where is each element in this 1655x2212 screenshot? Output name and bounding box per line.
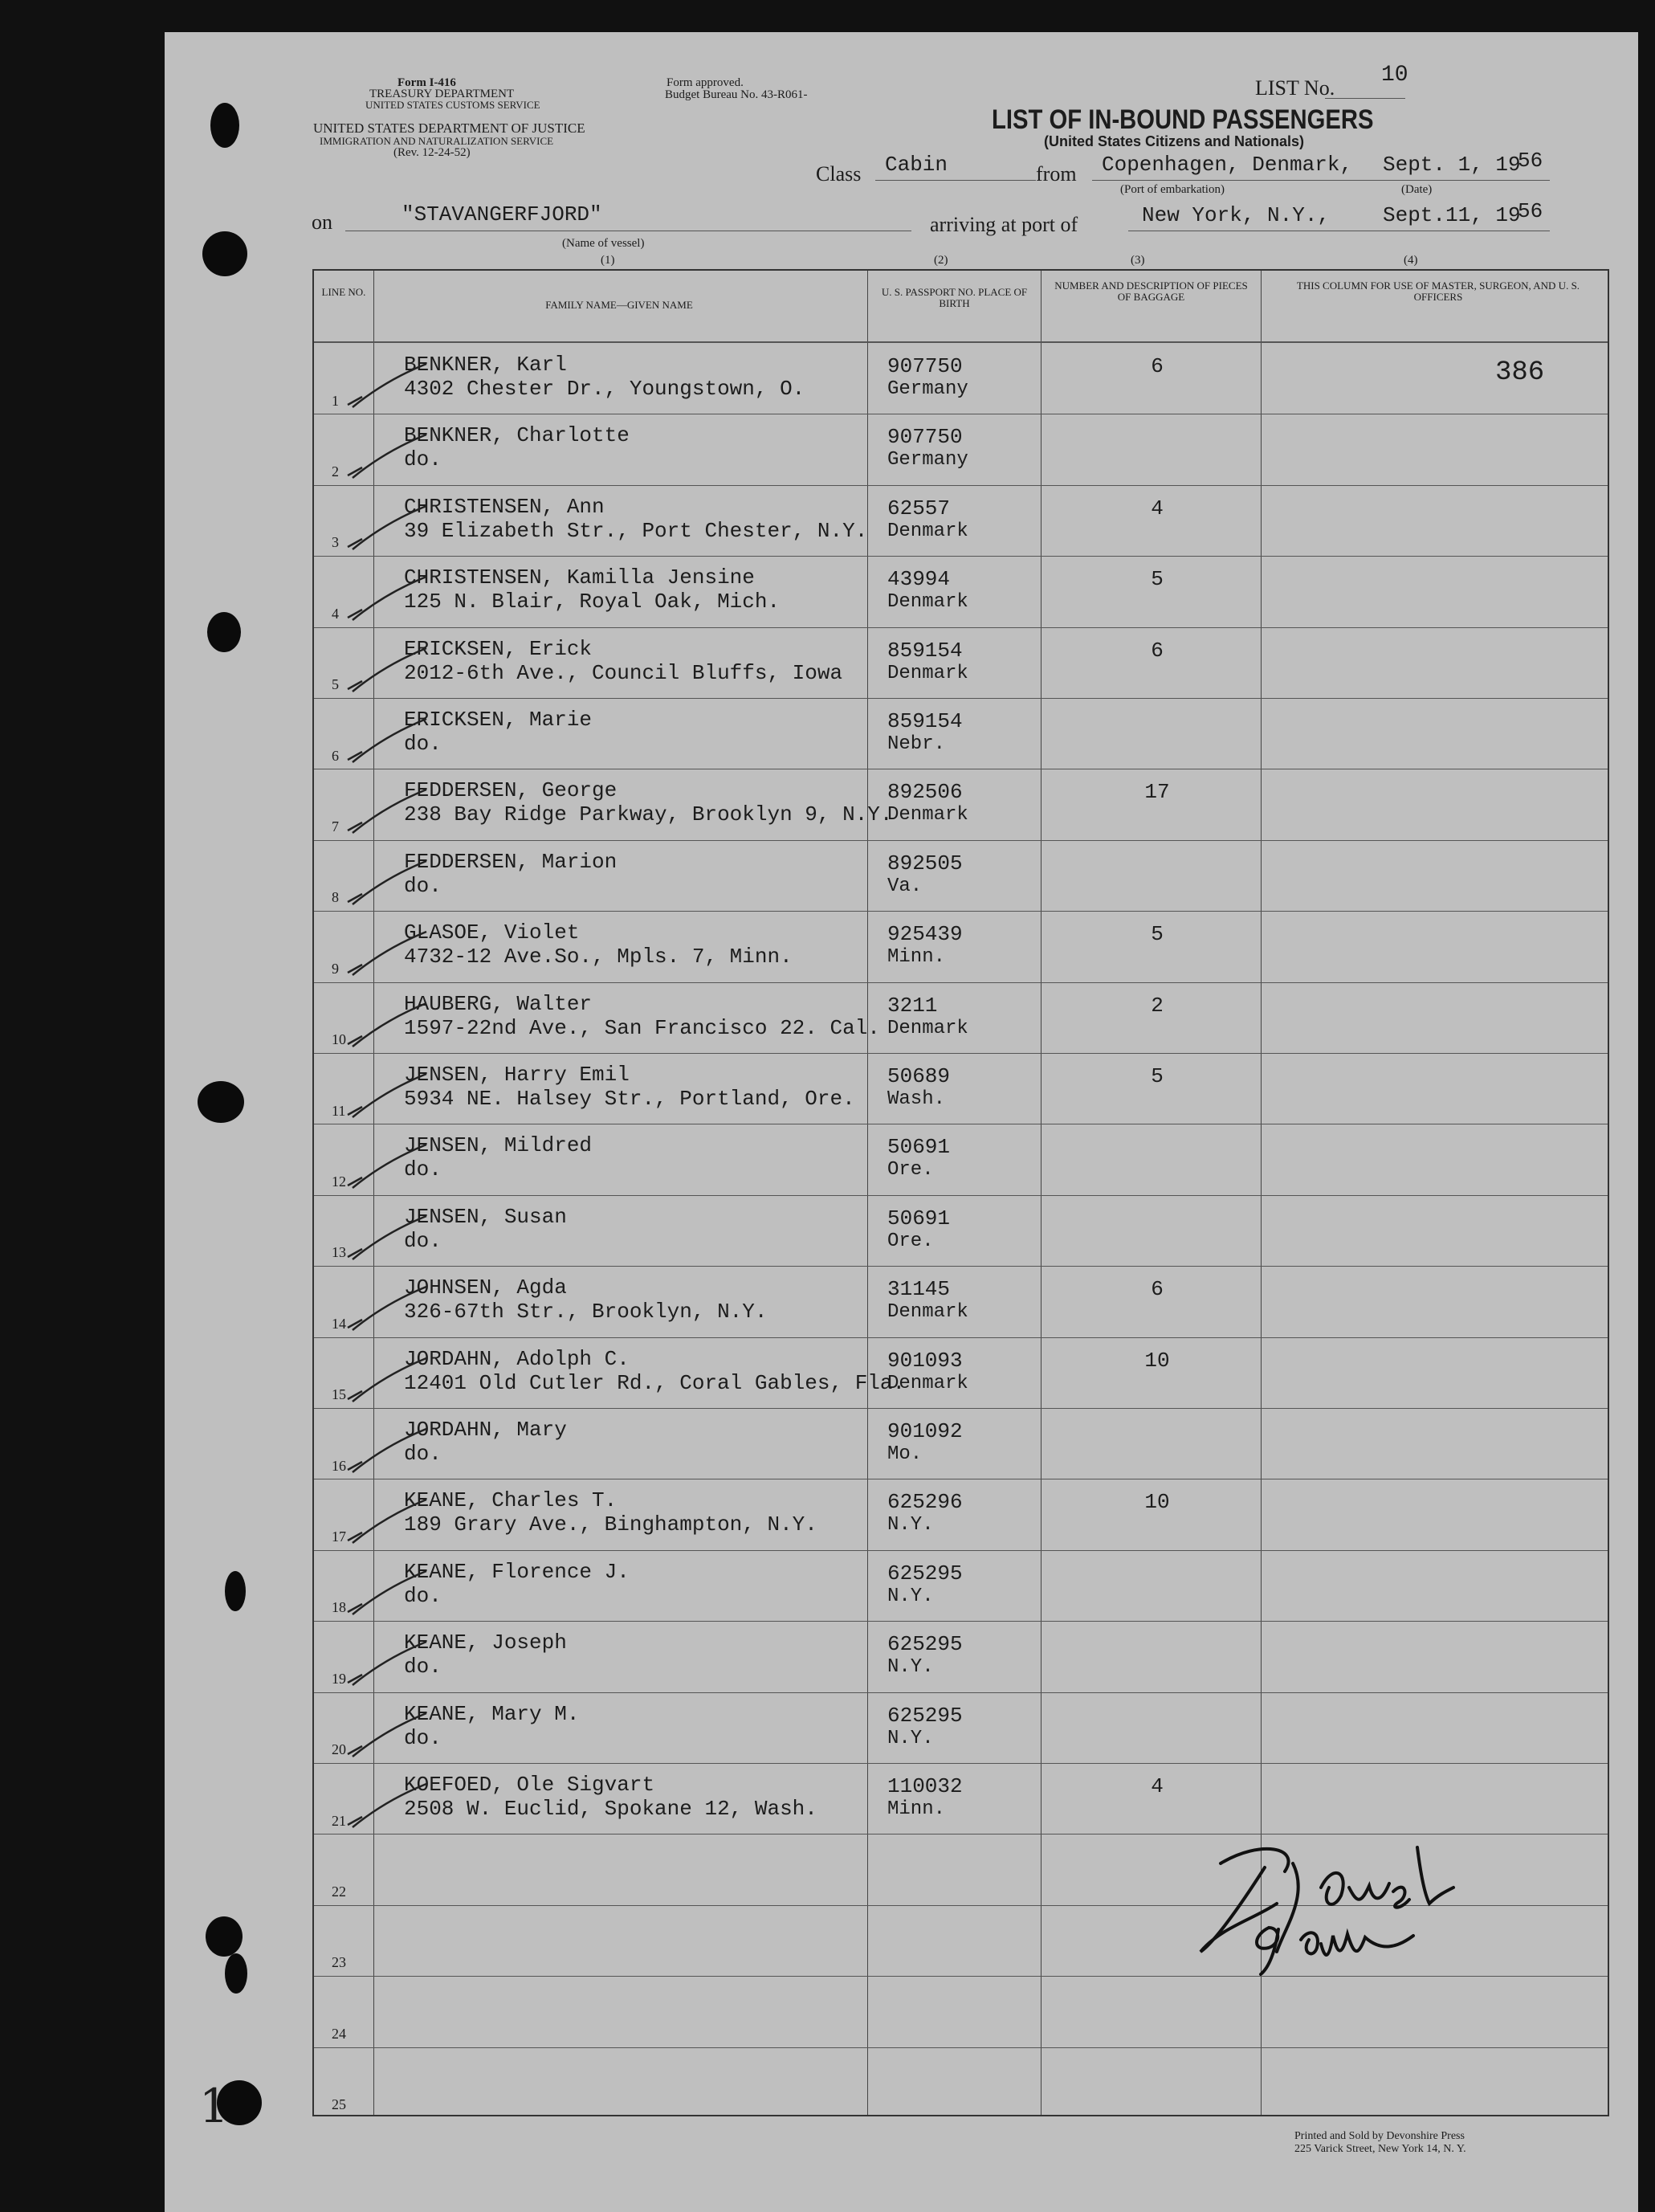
table-row (314, 485, 1608, 557)
passenger-name: FEDDERSEN, George (404, 778, 618, 803)
table-row (314, 1976, 1608, 2047)
line-number: 21 (332, 1812, 346, 1829)
passport-number: 892506 (887, 780, 963, 805)
passenger-address: 189 Grary Ave., Binghampton, N.Y. (404, 1512, 817, 1537)
check-mark-icon (346, 361, 434, 409)
check-mark-icon (346, 928, 434, 977)
passenger-address: do. (404, 1655, 442, 1679)
baggage-count: 6 (1151, 638, 1164, 663)
margin-mark: 1 (199, 2079, 229, 2133)
line-number: 22 (332, 1883, 346, 1900)
passenger-address: 1597-22nd Ave., San Francisco 22. Cal. (404, 1015, 880, 1040)
passenger-address: do. (404, 1725, 442, 1750)
place-of-birth: Minn. (887, 946, 946, 969)
place-of-birth: Va. (887, 875, 923, 897)
baggage-count: 10 (1144, 1490, 1170, 1515)
line-number: 14 (332, 1315, 346, 1332)
check-mark-icon (346, 786, 434, 835)
arrive-port: New York, N.Y., (1142, 203, 1331, 227)
row-divider (314, 1763, 1608, 1764)
arrive-year: 56 (1518, 199, 1543, 223)
passenger-address: 326-67th Str., Brooklyn, N.Y. (404, 1300, 768, 1324)
passenger-address: 4302 Chester Dr., Youngstown, O. (404, 377, 805, 401)
baggage-count: 17 (1144, 780, 1170, 805)
from-label: from (1036, 162, 1077, 186)
passenger-name: ERICKSEN, Erick (404, 636, 593, 661)
passport-number: 925439 (887, 922, 963, 947)
baggage-count: 5 (1151, 1064, 1164, 1088)
place-of-birth: Germany (887, 449, 968, 471)
line-number: 24 (332, 2025, 346, 2042)
class-underline (875, 180, 1036, 181)
row-divider (314, 840, 1608, 841)
row-divider (314, 627, 1608, 628)
line-number: 12 (332, 1173, 346, 1190)
check-mark-icon (346, 1071, 434, 1119)
printer-line-1: Printed and Sold by Devonshire Press (1294, 2130, 1465, 2142)
row-divider (314, 1337, 1608, 1338)
table-row (314, 1550, 1608, 1622)
baggage-count: 6 (1151, 1277, 1164, 1302)
punch-hole (225, 1953, 247, 1994)
class-label: Class (816, 162, 862, 186)
place-of-birth: Denmark (887, 662, 968, 684)
col-header-name: FAMILY NAME—GIVEN NAME (545, 299, 693, 311)
col-num-2: (2) (934, 254, 948, 267)
line-number: 18 (332, 1599, 346, 1616)
punch-hole (202, 231, 247, 276)
passenger-address: 2508 W. Euclid, Spokane 12, Wash. (404, 1797, 817, 1821)
passenger-name: KEANE, Mary M. (404, 1701, 580, 1726)
passenger-name: CHRISTENSEN, Ann (404, 494, 605, 519)
table-row (314, 1763, 1608, 1834)
line-number: 1 (332, 392, 339, 409)
line-number: 16 (332, 1457, 346, 1474)
list-no-underline (1325, 98, 1405, 99)
from-date: Sept. 1, 19 (1383, 153, 1521, 177)
table-row (314, 1266, 1608, 1337)
passenger-name: JOHNSEN, Agda (404, 1275, 567, 1300)
place-of-birth: N.Y. (887, 1514, 934, 1537)
passport-number: 43994 (887, 567, 951, 592)
col-num-3: (3) (1131, 254, 1145, 267)
passport-number: 31145 (887, 1277, 951, 1302)
form-subtitle: (United States Citizens and Nationals) (1044, 133, 1305, 149)
passport-number: 62557 (887, 496, 951, 520)
table-row (314, 1195, 1608, 1267)
passenger-address: do. (404, 1157, 442, 1182)
passport-number: 859154 (887, 709, 963, 733)
line-number: 9 (332, 960, 339, 977)
class-value: Cabin (885, 153, 948, 177)
table-row (314, 1124, 1608, 1195)
form-approved: Form approved. (666, 76, 744, 89)
passenger-address: 238 Bay Ridge Parkway, Brooklyn 9, N.Y. (404, 802, 893, 827)
punch-hole (210, 103, 239, 148)
on-label: on (312, 210, 332, 234)
baggage-count: 10 (1144, 1348, 1170, 1373)
passport-number: 50691 (887, 1206, 951, 1230)
punch-hole (225, 1571, 246, 1611)
line-number: 6 (332, 747, 339, 764)
punch-hole (206, 1916, 243, 1957)
place-of-birth: Germany (887, 378, 968, 400)
passport-number: 110032 (887, 1774, 963, 1798)
form-number: Form I-416 (397, 76, 456, 89)
passenger-address: 125 N. Blair, Royal Oak, Mich. (404, 590, 781, 614)
baggage-count: 4 (1151, 496, 1164, 520)
from-underline (1092, 180, 1550, 181)
from-year: 56 (1518, 149, 1543, 173)
justice-dept: UNITED STATES DEPARTMENT OF JUSTICE (313, 120, 585, 136)
line-number: 5 (332, 676, 339, 693)
place-of-birth: Denmark (887, 1301, 968, 1324)
check-mark-icon (346, 716, 434, 764)
line-number: 11 (332, 1102, 346, 1119)
passport-number: 50689 (887, 1064, 951, 1088)
list-no-value: 10 (1381, 63, 1408, 88)
port-embarkation-caption: (Port of embarkation) (1120, 183, 1225, 196)
table-row (314, 556, 1608, 627)
passenger-address: do. (404, 1442, 442, 1466)
table-row (314, 1408, 1608, 1479)
col-header-passport: U. S. PASSPORT NO. PLACE OF BIRTH (881, 286, 1028, 309)
col-header-officers: THIS COLUMN FOR USE OF MASTER, SURGEON, AND U. S. OFFICERS (1296, 280, 1580, 303)
place-of-birth: Denmark (887, 1372, 968, 1394)
place-of-birth: N.Y. (887, 1585, 934, 1607)
table-row (314, 1337, 1608, 1409)
official-count: 386 (1495, 357, 1545, 388)
passport-number: 625295 (887, 1561, 963, 1586)
row-divider (314, 982, 1608, 983)
row-divider (314, 556, 1608, 557)
check-mark-icon (346, 1496, 434, 1545)
table-row (314, 627, 1608, 699)
passenger-name: ERICKSEN, Marie (404, 708, 593, 732)
passenger-name: JENSEN, Susan (404, 1204, 567, 1229)
passport-number: 907750 (887, 354, 963, 378)
check-mark-icon (346, 431, 434, 480)
place-of-birth: Ore. (887, 1230, 934, 1252)
passenger-address: do. (404, 447, 442, 472)
check-mark-icon (346, 1710, 434, 1758)
check-mark-icon (346, 1000, 434, 1048)
col-num-1: (1) (601, 254, 615, 267)
printer-line-2: 225 Varick Street, New York 14, N. Y. (1294, 2143, 1466, 2155)
line-number: 10 (332, 1031, 346, 1048)
row-divider (314, 485, 1608, 486)
line-number: 19 (332, 1670, 346, 1687)
baggage-count: 4 (1151, 1774, 1164, 1798)
line-number: 3 (332, 534, 339, 551)
passenger-name: KEANE, Joseph (404, 1630, 567, 1655)
passport-number: 50691 (887, 1135, 951, 1160)
col-header-baggage: NUMBER AND DESCRIPTION OF PIECES OF BAGGAGE (1054, 280, 1248, 303)
line-number: 20 (332, 1741, 346, 1758)
place-of-birth: Denmark (887, 804, 968, 826)
check-mark-icon (346, 1213, 434, 1261)
place-of-birth: N.Y. (887, 1727, 934, 1749)
passenger-address: 5934 NE. Halsey Str., Portland, Ore. (404, 1087, 855, 1111)
revision: (Rev. 12-24-52) (393, 146, 471, 159)
place-of-birth: Wash. (887, 1088, 946, 1110)
place-of-birth: Ore. (887, 1159, 934, 1182)
line-number: 23 (332, 1954, 346, 1971)
check-mark-icon (346, 1426, 434, 1474)
ins-service: IMMIGRATION AND NATURALIZATION SERVICE (320, 135, 554, 147)
passenger-name: CHRISTENSEN, Kamilla Jensine (404, 565, 755, 590)
line-number: 2 (332, 463, 339, 480)
punch-hole (198, 1081, 244, 1123)
row-divider (314, 698, 1608, 699)
place-of-birth: Denmark (887, 591, 968, 614)
line-number: 8 (332, 889, 339, 906)
row-divider (314, 1053, 1608, 1054)
check-mark-icon (346, 573, 434, 622)
baggage-count: 2 (1151, 993, 1164, 1018)
passenger-name: HAUBERG, Walter (404, 991, 593, 1016)
row-divider (314, 1266, 1608, 1267)
check-mark-icon (346, 1639, 434, 1687)
baggage-count: 5 (1151, 567, 1164, 592)
passenger-name: KEANE, Charles T. (404, 1488, 618, 1513)
passenger-name: JENSEN, Harry Emil (404, 1063, 630, 1087)
passenger-address: 2012-6th Ave., Council Bluffs, Iowa (404, 660, 843, 685)
passport-number: 907750 (887, 425, 963, 450)
place-of-birth: Denmark (887, 520, 968, 542)
passenger-name: JENSEN, Mildred (404, 1133, 593, 1158)
table-row (314, 2047, 1608, 2119)
passenger-address: 4732-12 Ave.So., Mpls. 7, Minn. (404, 945, 793, 969)
check-mark-icon (346, 1568, 434, 1616)
row-divider (314, 1621, 1608, 1622)
passport-number: 859154 (887, 638, 963, 663)
row-divider (314, 1976, 1608, 1977)
row-divider (314, 1195, 1608, 1196)
passenger-name: JORDAHN, Mary (404, 1418, 567, 1442)
line-number: 13 (332, 1244, 346, 1261)
place-of-birth: Denmark (887, 1017, 968, 1039)
passenger-name: JORDAHN, Adolph C. (404, 1346, 630, 1371)
passenger-address: do. (404, 1583, 442, 1608)
check-mark-icon (346, 1355, 434, 1403)
table-row (314, 414, 1608, 485)
passenger-address: do. (404, 1228, 442, 1253)
line-number: 7 (332, 818, 339, 835)
row-divider (314, 1692, 1608, 1693)
table-row (314, 1053, 1608, 1124)
line-number: 25 (332, 2096, 346, 2113)
check-mark-icon (346, 503, 434, 551)
passport-number: 901092 (887, 1419, 963, 1443)
form-title: LIST OF IN-BOUND PASSENGERS (992, 104, 1374, 135)
table-row (314, 343, 1608, 414)
arriving-label: arriving at port of (930, 213, 1078, 236)
row-divider (314, 911, 1608, 912)
check-mark-icon (346, 858, 434, 906)
passport-number: 625295 (887, 1632, 963, 1657)
check-mark-icon (346, 1141, 434, 1190)
passport-number: 625295 (887, 1703, 963, 1728)
passenger-name: GLASOE, Violet (404, 920, 580, 945)
col-header-line: LINE NO. (321, 286, 366, 298)
row-divider (314, 1550, 1608, 1551)
table-row (314, 911, 1608, 982)
budget-bureau: Budget Bureau No. 43-R061- (665, 88, 808, 101)
passenger-address: do. (404, 873, 442, 898)
col-num-4: (4) (1404, 254, 1418, 267)
place-of-birth: Mo. (887, 1443, 923, 1465)
passenger-address: 12401 Old Cutler Rd., Coral Gables, Fla. (404, 1370, 906, 1395)
table-row (314, 1692, 1608, 1764)
official-signature (1188, 1831, 1478, 1976)
table-row (314, 982, 1608, 1054)
table-row (314, 1479, 1608, 1550)
treasury-dept: TREASURY DEPARTMENT (369, 88, 515, 100)
from-port: Copenhagen, Denmark, (1102, 153, 1353, 177)
baggage-count: 5 (1151, 922, 1164, 947)
passenger-name: KEANE, Florence J. (404, 1559, 630, 1584)
check-mark-icon (346, 1284, 434, 1332)
vessel-caption: (Name of vessel) (562, 237, 645, 250)
passport-number: 892505 (887, 851, 963, 875)
punch-hole (207, 612, 241, 652)
table-row (314, 698, 1608, 769)
place-of-birth: Nebr. (887, 733, 946, 755)
check-mark-icon (346, 1781, 434, 1829)
place-of-birth: N.Y. (887, 1656, 934, 1679)
line-number: 4 (332, 605, 339, 622)
line-number: 17 (332, 1528, 346, 1545)
line-number: 15 (332, 1386, 346, 1403)
passenger-name: BENKNER, Charlotte (404, 423, 630, 448)
passport-number: 625296 (887, 1490, 963, 1515)
passenger-address: 39 Elizabeth Str., Port Chester, N.Y. (404, 518, 868, 543)
check-mark-icon (346, 645, 434, 693)
passenger-name: FEDDERSEN, Marion (404, 849, 618, 874)
customs-service: UNITED STATES CUSTOMS SERVICE (365, 99, 540, 111)
table-row (314, 840, 1608, 912)
list-no-label: LIST No. (1255, 76, 1335, 100)
passport-number: 3211 (887, 993, 938, 1018)
table-row (314, 769, 1608, 840)
arrive-date: Sept.11, 19 (1383, 203, 1521, 227)
passenger-address: do. (404, 732, 442, 756)
row-divider (314, 2047, 1608, 2048)
vessel-name: "STAVANGERFJORD" (402, 202, 602, 227)
passport-number: 901093 (887, 1348, 963, 1373)
passenger-name: BENKNER, Karl (404, 353, 567, 377)
table-row (314, 1621, 1608, 1692)
place-of-birth: Minn. (887, 1798, 946, 1820)
baggage-count: 6 (1151, 354, 1164, 378)
row-divider (314, 1408, 1608, 1409)
passenger-name: KOEFOED, Ole Sigvart (404, 1773, 655, 1797)
date-caption: (Date) (1401, 183, 1433, 196)
